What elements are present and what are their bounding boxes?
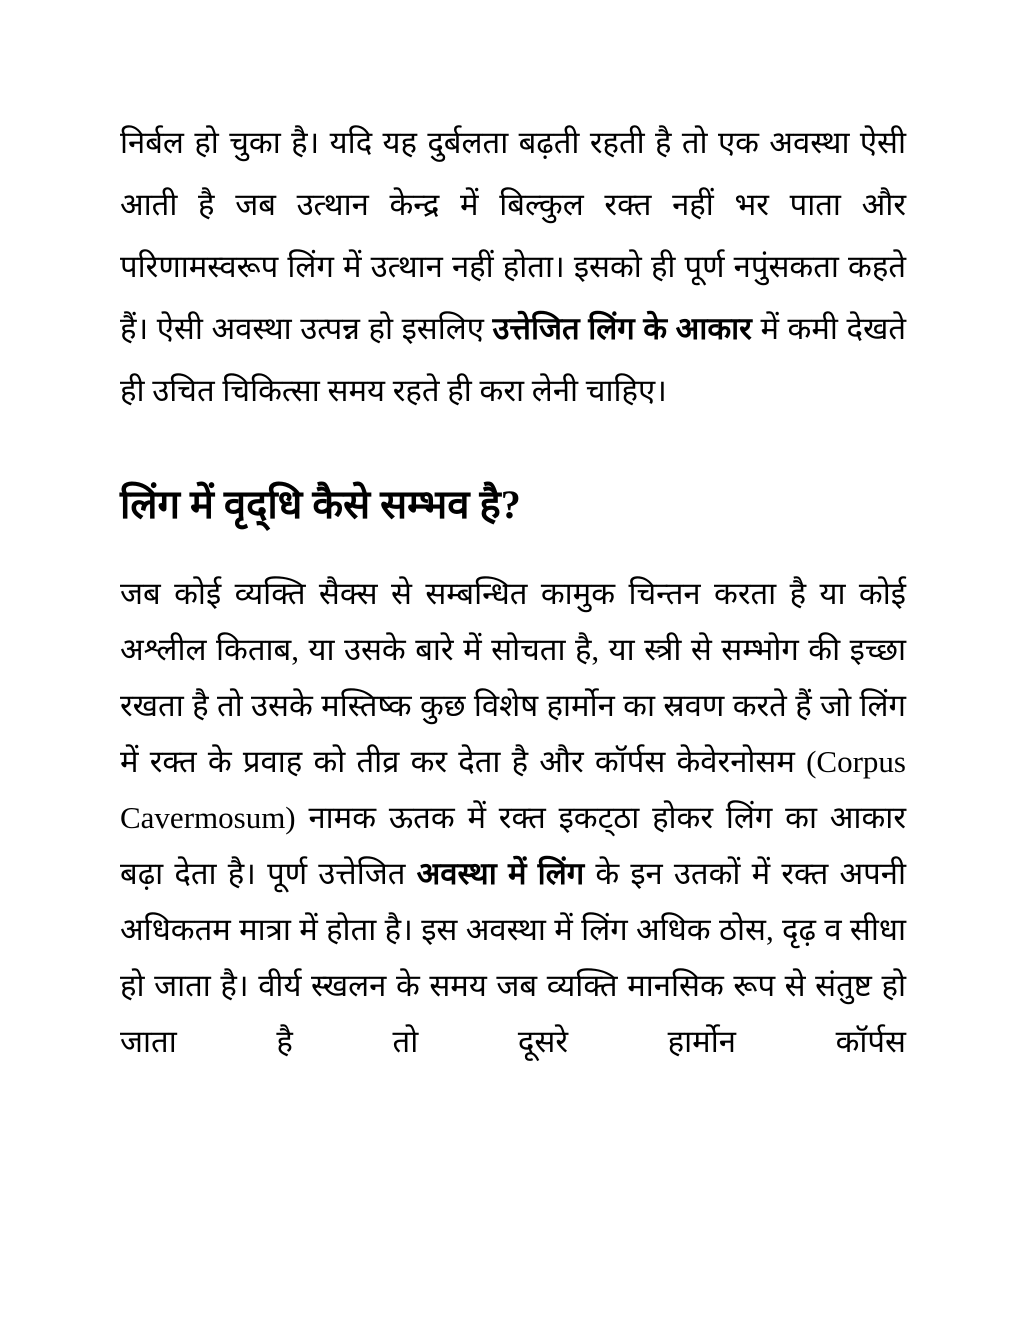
bold-text-run: अवस्था में लिंग — [416, 856, 585, 891]
text-run: निर्बल हो चुका है। यदि यह दुर्बलता बढ़ती रहती है तो एक अवस्था ऐसी आती है जब उत्थान केन्द्र में बिल्कुल रक्त नहीं भर पाता और परिणामस्वरूप लिंग में उत्थान नहीं होता। इसको ही पूर्ण नपुंसकता कहते हैं। ऐसी अवस्था उत्पन्न हो इसलिए — [120, 125, 906, 346]
text-run: के इन उतकों में रक्त अपनी अधिकतम मात्रा में होता है। इस अवस्था में लिंग अधिक ठोस, दृढ़ व सीधा हो जाता है। वीर्य स्खलन के समय जब व्यक्ति मानसिक रूप से संतुष्ट हो जाता है तो दूसरे हार्मोन कॉर्पस — [120, 856, 906, 1059]
bold-text-run: उत्तेजित लिंग के आकार — [492, 311, 752, 346]
text-run: में कमी देखते ही उचित चिकित्सा समय रहते ही करा लेनी चाहिए। — [120, 311, 906, 408]
paragraph-impotence-warning — [120, 112, 906, 422]
paragraph-erection-mechanism — [120, 566, 906, 1070]
section-heading: लिंग में वृद्‌धि कैसे सम्भव है? — [120, 482, 521, 527]
text-run: जब कोई व्यक्ति सैक्स से सम्बन्धित कामुक चिन्तन करता है या कोई अश्लील किताब, या उसके बारे में सोचता है, या स्त्री से सम्भोग की इच्छा रखता है तो उसके मस्तिष्क कुछ विशेष हार्मोन का स्रवण करते हैं जो लिंग में रक्त के प्रवाह को तीव्र कर देता है और कॉर्पस केवेरनोसम (Corpus Cavermosum) नामक ऊतक में रक्त इकट्‌ठा होकर लिंग का आकार बढ़ा देता है। पूर्ण उत्तेजित — [120, 576, 906, 891]
